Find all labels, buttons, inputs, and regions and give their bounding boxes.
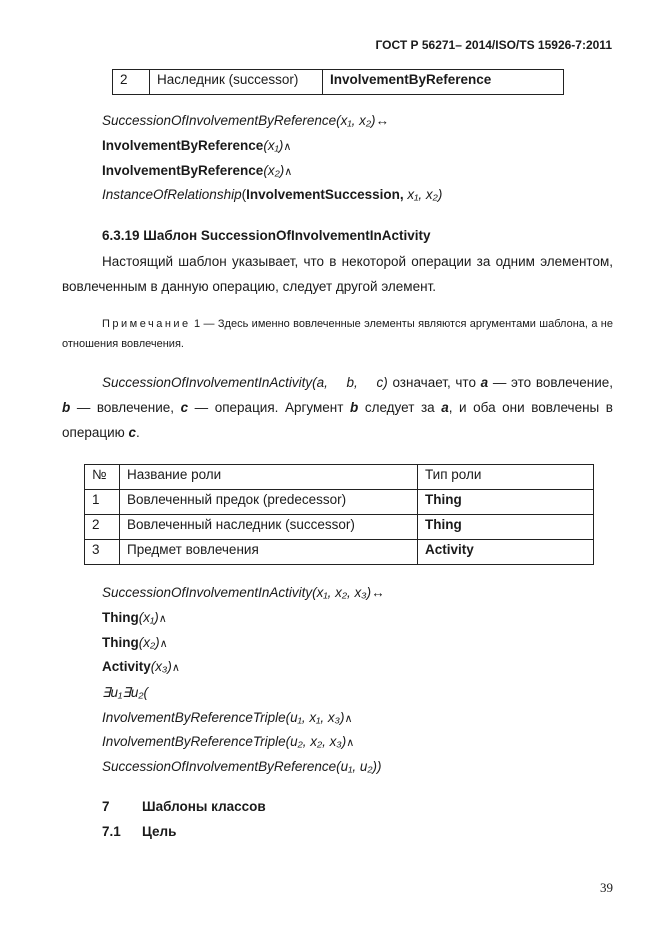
cell-role-name: Вовлеченный предок (predecessor) bbox=[120, 490, 418, 515]
formula2-line6: InvolvementByReferenceTriple(u₁, x₁, x₃)∧ bbox=[102, 710, 353, 725]
formula1-line2: InvolvementByReference(x₁)∧ bbox=[102, 138, 292, 153]
section-heading: 6.3.19 Шаблон SuccessionOfInvolvementInActivity bbox=[102, 228, 431, 243]
formula2-line1: SuccessionOfInvolvementInActivity(x₁, x₂, x₃)↔ bbox=[102, 585, 385, 600]
table-cell-type: InvolvementByReference bbox=[323, 70, 564, 95]
table-row bbox=[85, 490, 594, 515]
cell-num: 2 bbox=[85, 515, 120, 540]
cell-role-type: Thing bbox=[418, 490, 594, 515]
top-table-fragment bbox=[112, 69, 564, 95]
table-row bbox=[85, 540, 594, 565]
formula2-line8: SuccessionOfInvolvementByReference(u₁, u₂)) bbox=[102, 759, 382, 774]
formula2-line4: Activity(x₃)∧ bbox=[102, 659, 180, 674]
formula2-line3: Thing(x₂)∧ bbox=[102, 635, 168, 650]
formula1-line4: InstanceOfRelationship(InvolvementSuccession, x₁, x₂) bbox=[102, 187, 443, 202]
section-note: Примечание 1 — Здесь именно вовлеченные элементы являются аргументами шаблона, а не отношения вовлечения. bbox=[62, 318, 613, 350]
section-paragraph-2: SuccessionOfInvolvementInActivity(a, b, c) означает, что a — это вовлечение, b — вовлечение, c — операция. Аргумент b следует за a, и оба они вовлечены в операцию c. bbox=[62, 375, 614, 440]
cell-role-type: Activity bbox=[418, 540, 594, 565]
cell-num: 1 bbox=[85, 490, 120, 515]
table-cell-num: 2 bbox=[113, 70, 150, 95]
cell-num: 3 bbox=[85, 540, 120, 565]
table-row bbox=[113, 70, 564, 95]
formula2-line5: ∃u₁∃u₂( bbox=[102, 685, 148, 700]
section-7-1-heading: 7.1 Цель bbox=[102, 824, 177, 839]
table-header-row bbox=[85, 465, 594, 490]
section-7-heading: 7 Шаблоны классов bbox=[102, 799, 266, 814]
cell-role-name: Предмет вовлечения bbox=[120, 540, 418, 565]
cell-role-type: Thing bbox=[418, 515, 594, 540]
header-num: № bbox=[85, 465, 120, 490]
table-cell-role: Наследник (successor) bbox=[150, 70, 323, 95]
table-row bbox=[85, 515, 594, 540]
page-number: 39 bbox=[600, 880, 613, 895]
roles-table bbox=[84, 464, 594, 565]
cell-role-name: Вовлеченный наследник (successor) bbox=[120, 515, 418, 540]
formula2-line2: Thing(x₁)∧ bbox=[102, 610, 167, 625]
document-header: ГОСТ Р 56271– 2014/ISO/TS 15926-7:2011 bbox=[375, 38, 612, 52]
header-role-name: Название роли bbox=[120, 465, 418, 490]
section-paragraph-1: Настоящий шаблон указывает, что в некоторой операции за одним элементом, вовлеченным в данную операцию, следует другой элемент. bbox=[62, 254, 613, 294]
formula1-line1: SuccessionOfInvolvementByReference(x₁, x₂)↔ bbox=[102, 113, 390, 128]
header-role-type: Тип роли bbox=[418, 465, 594, 490]
formula2-line7: InvolvementByReferenceTriple(u₂, x₂, x₃)∧ bbox=[102, 734, 355, 749]
formula1-line3: InvolvementByReference(x₂)∧ bbox=[102, 163, 293, 178]
